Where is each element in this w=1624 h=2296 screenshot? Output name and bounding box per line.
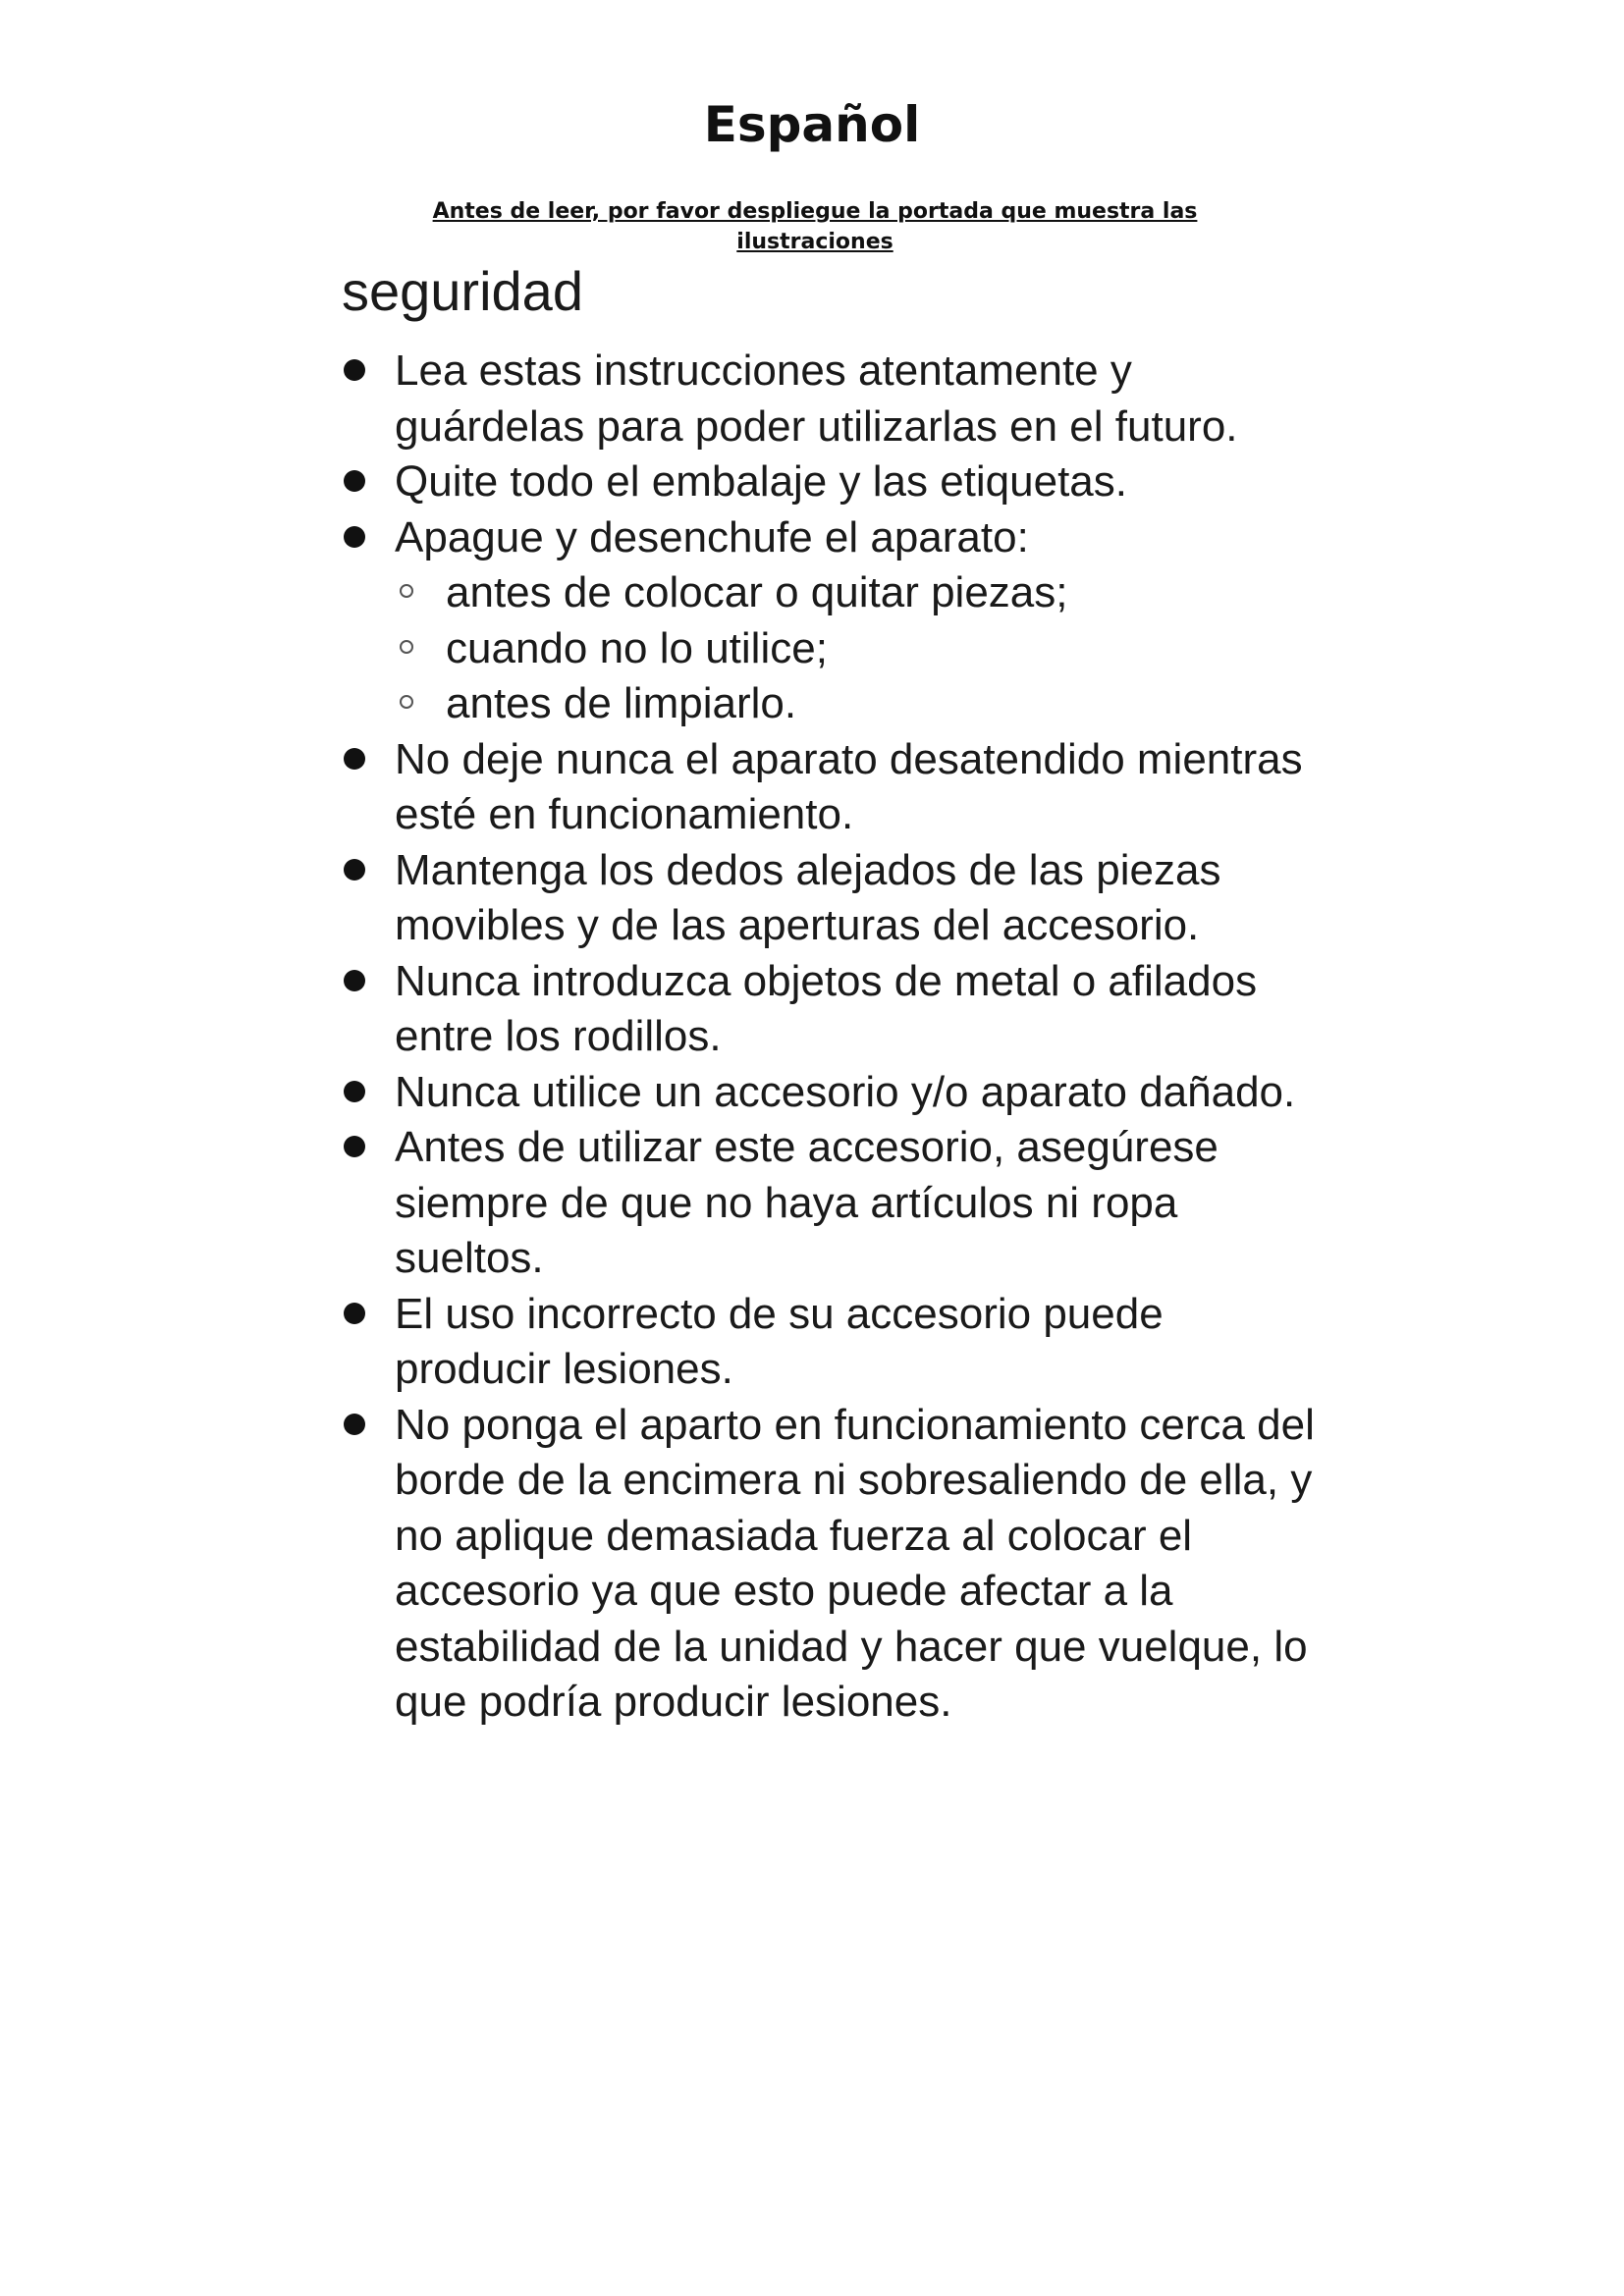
sub-list-item-text: antes de limpiarlo. [446,679,797,727]
list-item [395,510,1318,732]
section-heading: seguridad [342,260,583,322]
bullet-icon [344,1414,365,1435]
list-item-text: Quite todo el embalaje y las etiquetas. [395,457,1128,506]
list-item [395,1065,1318,1121]
safety-instructions-list [395,344,1318,1731]
list-item [395,954,1318,1065]
sub-list-item [446,621,1318,677]
bullet-icon [344,359,365,381]
list-item [395,1120,1318,1287]
fold-out-notice: Antes de leer, por favor despliegue la portada que muestra las ilustraciones [432,199,1198,254]
list-item-text: Mantenga los dedos alejados de las piezas movibles y de las aperturas del accesorio. [395,845,1221,949]
bullet-icon [344,859,365,881]
sub-list [395,565,1318,732]
bullet-icon [344,748,365,770]
list-item-text: Apague y desenchufe el aparato: [395,512,1029,561]
hollow-bullet-icon [400,640,413,654]
list-item-text: Antes de utilizar este accesorio, asegúrese siempre de que no haya artículos ni ropa sueltos. [395,1123,1218,1282]
bullet-icon [344,1081,365,1102]
list-item [395,1398,1318,1731]
bullet-icon [344,1136,365,1157]
hollow-bullet-icon [400,584,413,598]
sub-list-item [446,676,1318,732]
list-item-text: Lea estas instrucciones atentamente y guárdelas para poder utilizarlas en el futuro. [395,347,1238,451]
list-item-text: El uso incorrecto de su accesorio puede producir lesiones. [395,1289,1164,1393]
list-item-text: Nunca introduzca objetos de metal o afilados entre los rodillos. [395,956,1258,1060]
list-item-text: No deje nunca el aparato desatendido mientras esté en funcionamiento. [395,734,1303,838]
list-item [395,843,1318,954]
list-item [395,344,1318,454]
list-item-text: Nunca utilice un accesorio y/o aparato dañado. [395,1067,1296,1116]
list-item-text: No ponga el aparto en funcionamiento cerca del borde de la encimera ni sobresaliendo de ella, y no aplique demasiada fuerza al colocar el accesorio ya que esto puede afectar a la estabilidad de la unidad y hacer que vuelque, lo que podría producir lesiones. [395,1400,1315,1726]
sub-list-item-text: antes de colocar o quitar piezas; [446,568,1068,616]
list-item [395,1287,1318,1398]
sub-list-item-text: cuando no lo utilice; [446,623,828,672]
hollow-bullet-icon [400,695,413,709]
bullet-icon [344,1303,365,1324]
list-item [395,732,1318,843]
bullet-icon [344,470,365,492]
document-title: Español [703,96,921,153]
bullet-icon [344,526,365,548]
sub-list-item [446,565,1318,621]
list-item [395,454,1318,510]
bullet-icon [344,970,365,991]
